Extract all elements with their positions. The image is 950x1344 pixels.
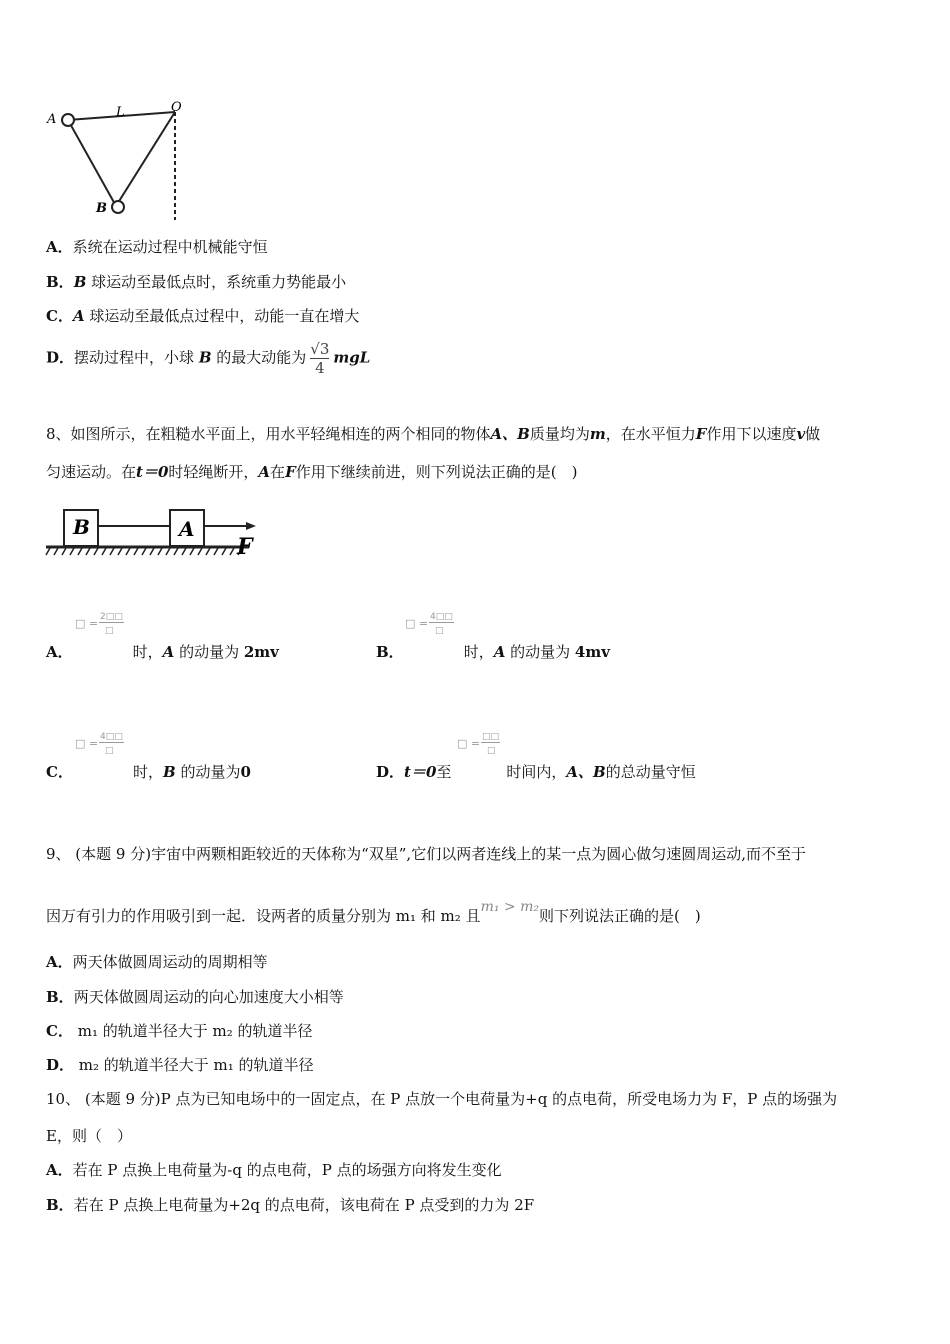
label-O: O [171,100,182,115]
q8-option-b: B． 时，A 的动量为 4mv [376,643,610,661]
q9-stem-line1: 9、 (本题 9 分)宇宙中两颗相距较近的天体称为“双星”,它们以两者连线上的某一点为圆心做匀速圆周运动,而不至于 [46,845,806,863]
pendulum-figure [44,98,189,223]
q9-option-c: C． m₁ 的轨道半径大于 m₂ 的轨道半径 [46,1022,313,1040]
q8-a-formula: □ = 2□□ □ [75,612,123,636]
label-A: A [47,112,57,127]
q8-stem-line1: 8、如图所示，在粗糙水平面上，用水平轻绳相连的两个相同的物体A、B质量均为m，在水平恒力F作用下以速度v做 [46,425,821,443]
q7-option-b: B．B 球运动至最低点时，系统重力势能最小 [46,273,347,291]
q10-option-b: B．若在 P 点换上电荷量为+2q 的点电荷，该电荷在 P 点受到的力为 2F [46,1196,535,1214]
q8-b-formula: □ = 4□□ □ [405,612,453,636]
sqrt3-over-4: $\frac{√3}{4}$ [310,340,330,377]
label-B: B [96,201,107,216]
q10-stem-line2: E，则（ ） [46,1127,132,1145]
mass-inequality: m₁ > m₂ [480,899,539,915]
block-A-label: A [179,517,195,541]
q9-option-a: A．两天体做圆周运动的周期相等 [46,953,268,971]
q7-option-a: A．系统在运动过程中机械能守恒 [46,238,268,256]
q8-option-a: A． 时，A 的动量为 2mv [46,643,279,661]
q8-option-d: D．t＝0至 时间内，A、B的总动量守恒 [376,763,696,781]
blocks-figure [44,500,269,565]
q8-c-formula: □ = 4□□ □ [75,732,123,756]
q10-stem-line1: 10、 (本题 9 分)P 点为已知电场中的一固定点，在 P 点放一个电荷量为+q 的点电荷，所受电场力为 F，P 点的场强为 [46,1090,838,1108]
q8-stem-line2: 匀速运动。在t＝0时轻绳断开，A在F作用下继续前进，则下列说法正确的是( ) [46,463,578,481]
q8-d-formula: □ = □□ □ [457,732,500,756]
label-L: L [116,105,125,120]
q9-option-b: B．两天体做圆周运动的向心加速度大小相等 [46,988,344,1006]
q10-option-a: A．若在 P 点换上电荷量为-q 的点电荷，P 点的场强方向将发生变化 [46,1161,502,1179]
q8-option-c: C． 时，B 的动量为0 [46,763,251,781]
q7-option-d: D．摆动过程中，小球 B 的最大动能为 $\frac{√3}{4}$ mgL [46,340,371,377]
block-B-label: B [73,515,90,539]
q9-stem-line2: 因万有引力的作用吸引到一起．设两者的质量分别为 m₁ 和 m₂ 且m₁ > m₂则下列说法正确的是( ) [46,899,701,925]
force-F-label: F [237,534,253,560]
q7-option-c: C．A 球运动至最低点过程中，动能一直在增大 [46,307,360,325]
q9-option-d: D． m₂ 的轨道半径大于 m₁ 的轨道半径 [46,1056,314,1074]
